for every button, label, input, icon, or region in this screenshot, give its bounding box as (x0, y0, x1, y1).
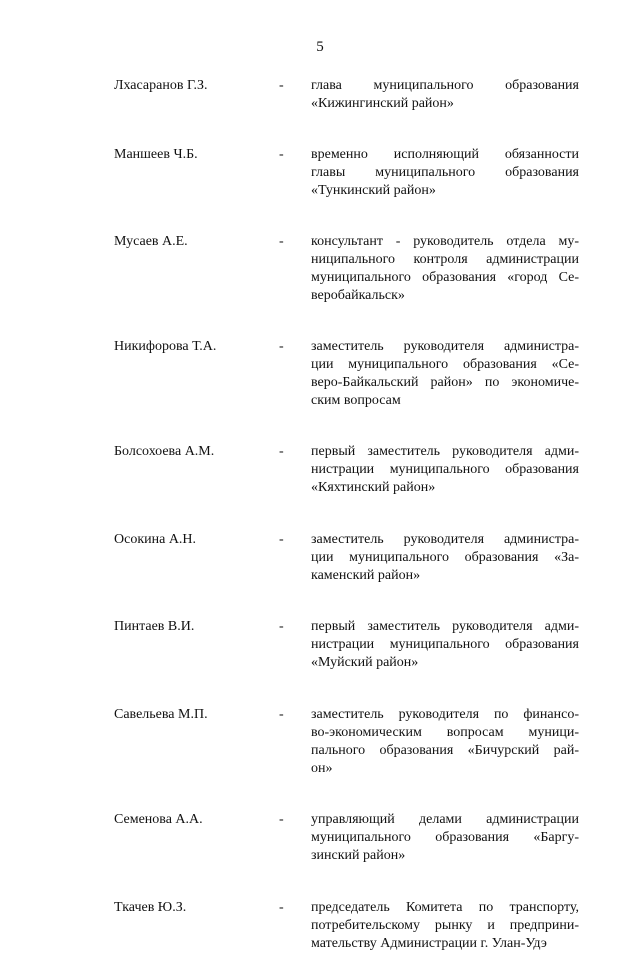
position-description (311, 443, 579, 497)
person-name: Осокина А.Н. (114, 532, 197, 547)
description-line: каменский район» (311, 568, 421, 583)
description-line: во-экономическим вопросам муници- (311, 725, 579, 740)
description-line: веробайкальск» (311, 288, 405, 303)
description-line: нистрации муниципального образования (311, 637, 579, 652)
description-line: пального образования «Бичурский рай- (311, 743, 579, 758)
position-description (311, 233, 579, 305)
description-line: ции муниципального образования «Се- (311, 357, 579, 372)
dash-separator: - (279, 78, 284, 93)
person-name: Болсохоева А.М. (114, 444, 215, 459)
position-description (311, 77, 579, 113)
person-name: Семенова А.А. (114, 812, 203, 827)
list-item (0, 706, 640, 778)
description-line: глава муниципального образования (311, 78, 579, 93)
dash-separator: - (279, 707, 284, 722)
description-line: мательству Администрации г. Улан-Удэ (311, 936, 547, 951)
list-item (0, 811, 640, 865)
dash-separator: - (279, 444, 284, 459)
dash-separator: - (279, 339, 284, 354)
list-item (0, 899, 640, 953)
description-line: главы муниципального образования (311, 165, 579, 180)
dash-separator: - (279, 532, 284, 547)
person-name: Мусаев А.Е. (114, 234, 188, 249)
description-line: ским вопросам (311, 393, 401, 408)
description-line: «Муйский район» (311, 655, 419, 670)
description-line: муниципального образования «город Се- (311, 270, 579, 285)
position-description (311, 811, 579, 865)
description-line: управляющий делами администрации (311, 812, 579, 827)
description-line: потребительскому рынку и предприни- (311, 918, 579, 933)
dash-separator: - (279, 619, 284, 634)
personnel-list (0, 77, 640, 953)
dash-separator: - (279, 900, 284, 915)
description-line: временно исполняющий обязанности (311, 147, 579, 162)
description-line: первый заместитель руководителя адми- (311, 619, 579, 634)
description-line: нистрации муниципального образования (311, 462, 579, 477)
list-item (0, 233, 640, 305)
position-description (311, 899, 579, 953)
position-description (311, 618, 579, 672)
list-item (0, 146, 640, 200)
list-item (0, 443, 640, 497)
person-name: Никифорова Т.А. (114, 339, 217, 354)
person-name: Лхасаранов Г.З. (114, 78, 208, 93)
list-item (0, 618, 640, 672)
dash-separator: - (279, 812, 284, 827)
dash-separator: - (279, 234, 284, 249)
dash-separator: - (279, 147, 284, 162)
list-item (0, 338, 640, 410)
description-line: ниципального контроля администрации (311, 252, 579, 267)
position-description (311, 146, 579, 200)
person-name: Савельева М.П. (114, 707, 208, 722)
description-line: «Кяхтинский район» (311, 480, 436, 495)
description-line: «Кижингинский район» (311, 96, 454, 111)
person-name: Маншеев Ч.Б. (114, 147, 198, 162)
description-line: председатель Комитета по транспорту, (311, 900, 579, 915)
description-line: заместитель руководителя администра- (311, 339, 579, 354)
description-line: муниципального образования «Баргу- (311, 830, 579, 845)
description-line: заместитель руководителя администра- (311, 532, 579, 547)
position-description (311, 531, 579, 585)
position-description (311, 706, 579, 778)
description-line: ции муниципального образования «За- (311, 550, 579, 565)
description-line: заместитель руководителя по финансо- (311, 707, 579, 722)
description-line: «Тункинский район» (311, 183, 436, 198)
page-number: 5 (316, 39, 324, 55)
description-line: он» (311, 761, 333, 776)
list-item (0, 77, 640, 113)
description-line: зинский район» (311, 848, 406, 863)
list-item (0, 531, 640, 585)
description-line: консультант - руководитель отдела му- (311, 234, 579, 249)
description-line: первый заместитель руководителя адми- (311, 444, 579, 459)
description-line: веро-Байкальский район» по экономиче- (311, 375, 579, 390)
position-description (311, 338, 579, 410)
person-name: Пинтаев В.И. (114, 619, 195, 634)
person-name: Ткачев Ю.З. (114, 900, 187, 915)
